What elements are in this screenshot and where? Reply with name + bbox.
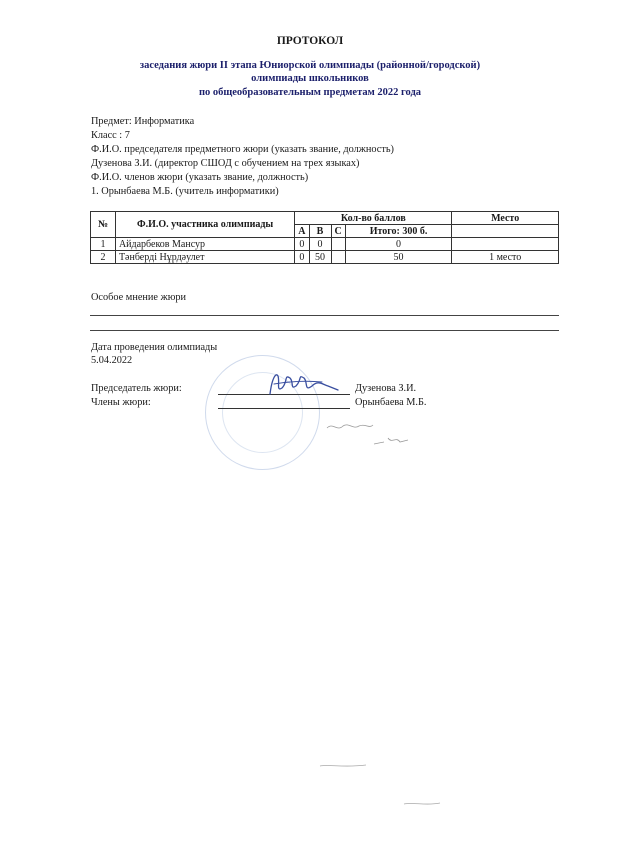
scan-mark-4: [402, 800, 442, 808]
header-name: Ф.И.О. участника олимпиады: [115, 212, 294, 238]
date-label: Дата проведения олимпиады: [91, 342, 218, 353]
header-place: Место: [452, 212, 559, 225]
opinion-rule-2: [90, 330, 559, 331]
row-a: 0: [295, 238, 309, 251]
members-label-line: Ф.И.О. членов жюри (указать звание, должность): [91, 172, 309, 183]
opinion-label: Особое мнение жюри: [91, 292, 187, 303]
row-a: 0: [295, 251, 309, 264]
row-name: Тәнберді Нұрдәулет: [115, 251, 294, 264]
subtitle-line-2: олимпиады школьников: [251, 73, 369, 84]
header-total: Итого: 300 б.: [345, 225, 452, 238]
chair-label-line: Ф.И.О. председателя предметного жюри (указать звание, должность): [91, 144, 394, 155]
opinion-rule-1: [90, 315, 559, 316]
row-b: 50: [309, 251, 331, 264]
row-num: 1: [91, 238, 116, 251]
results-table: [90, 211, 559, 264]
row-name: Айдарбеков Мансур: [115, 238, 294, 251]
header-b: B: [309, 225, 331, 238]
row-total: 0: [345, 238, 452, 251]
header-c: C: [331, 225, 345, 238]
subtitle-line-3: по общеобразовательным предметам 2022 года: [198, 87, 422, 98]
document-title: ПРОТОКОЛ: [276, 35, 344, 47]
row-place: 1 место: [452, 251, 559, 264]
member-1-line: 1. Орынбаева М.Б. (учитель информатики): [91, 186, 279, 197]
members-signature-line: [218, 408, 350, 409]
row-num: 2: [91, 251, 116, 264]
header-num: №: [91, 212, 116, 238]
chair-signature-name: Дузенова З.И.: [355, 383, 417, 394]
members-signature-label: Члены жюри:: [91, 397, 151, 408]
date-value: 5.04.2022: [91, 355, 133, 366]
row-place: [452, 238, 559, 251]
scan-mark-2: [372, 434, 412, 448]
header-place-empty: [452, 225, 559, 238]
subtitle-line-1: заседания жюри II этапа Юниорской олимпиады (районной/городской): [139, 60, 481, 71]
chair-signature-label: Председатель жюри:: [91, 383, 182, 394]
chair-handwritten-signature: [262, 366, 342, 404]
members-signature-name: Орынбаева М.Б.: [355, 397, 427, 408]
chair-line: Дузенова З.И. (директор СШОД с обучением на трех языках): [91, 158, 360, 169]
grade-line: Класс : 7: [91, 130, 130, 141]
header-scores: Кол-во баллов: [295, 212, 452, 225]
table-row: [91, 238, 559, 251]
row-b: 0: [309, 238, 331, 251]
table-header-row: [91, 212, 559, 225]
row-c: [331, 251, 345, 264]
row-c: [331, 238, 345, 251]
subject-line: Предмет: Информатика: [91, 116, 195, 127]
scan-mark-3: [318, 762, 368, 770]
row-total: 50: [345, 251, 452, 264]
table-row: [91, 251, 559, 264]
scan-mark-1: [325, 420, 375, 434]
header-a: A: [295, 225, 309, 238]
